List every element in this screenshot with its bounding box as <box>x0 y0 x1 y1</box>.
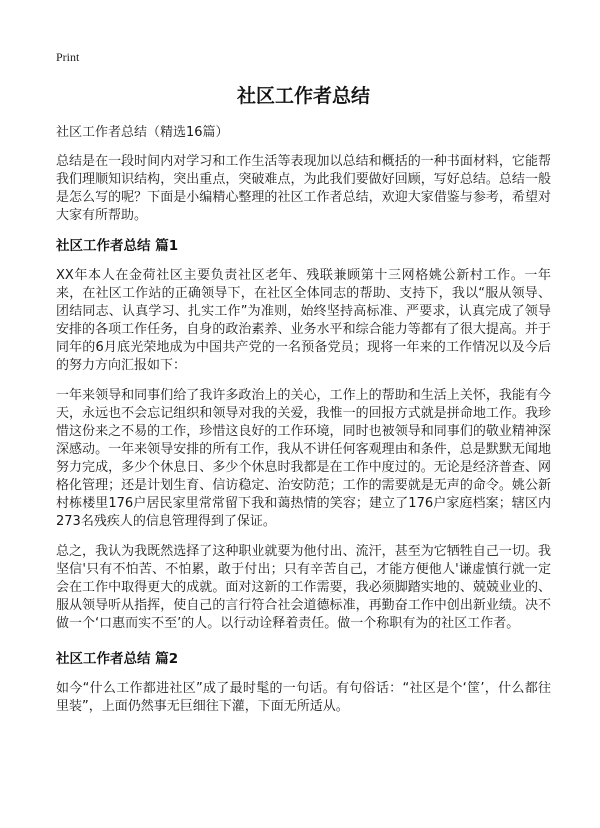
section-1-paragraph-2: 一年来领导和同事们给了我许多政治上的关心，工作上的帮助和生活上关怀，我能有今天，永远也不会忘记组织和领导对我的关爱，我惟一的回报方式就是拼命地工作。我珍惜这份来之不易的工作，珍惜这良好的工作环境，同时也被领导和同事们的敬业精神深深感动。一年来领导安排的所有工作，我从不讲任何客观理由和条件，总是默默无闻地努力完成，多少个休息日、多少个休息时我都是在工作中度过的。无论是经济普查、网格化管理；还是计划生育、信访稳定、治安防范；工作的需要就是无声的命令。姚公新村栋楼里176户居民家里常常留下我和蔼热情的笑容；建立了176户家庭档案；辖区内273名残疾人的信息管理得到了保证。 <box>56 388 551 529</box>
print-link[interactable]: Print <box>56 50 80 64</box>
section-2-paragraph-1: 如今“什么工作都进社区”成了最时髦的一句话。有句俗话：“社区是个‘筐’，什么都往里装”，上面仍然事无巨细往下灌，下面无所适从。 <box>56 681 551 714</box>
section-1-paragraph-3: 总之，我认为我既然选择了这种职业就要为他付出、流汗，甚至为它牺牲自己一切。我坚信'只有不怕苦、不怕累，敢于付出；只有辛苦自己，才能方便他人'谦虚慎行就一定会在工作中取得更大的成就。面对这新的工作需要，我必须脚踏实地的、兢兢业业的、服从领导听从指挥，使自己的言行符合社会道德标准，再勤奋工作中创出新业绩。决不做一个‘口惠而实不至’的人。以行动诠释着责任。做一个称职有为的社区工作者。 <box>56 544 551 631</box>
intro-paragraph: 总结是在一段时间内对学习和工作生活等表现加以总结和概括的一种书面材料，它能帮我们理顺知识结构，突出重点，突破难点，为此我们要做好回顾，写好总结。总结一般是怎么写的呢？下面是小编精心整理的社区工作者总结，欢迎大家借鉴与参考，希望对大家有所帮助。 <box>56 154 551 223</box>
section-heading-2: 社区工作者总结 篇2 <box>56 651 179 667</box>
section-1-paragraph-1: XX年本人在金荷社区主要负责社区老年、残联兼顾第十三网格姚公新村工作。一年来，在社区工作站的正确领导下，在社区全体同志的帮助、支持下，我以“服从领导、团结同志、认真学习、扎实工作”为准则，始终坚持高标准、严要求，认真完成了领导安排的各项工作任务，自身的政治素养、业务水平和综合能力等都有了很大提高。并于同年的6月底光荣地成为中国共产党的一名预备党员；现将一年来的工作情况以及今后的努力方向汇报如下： <box>56 268 551 373</box>
page-title: 社区工作者总结 <box>236 85 370 107</box>
section-heading-1: 社区工作者总结 篇1 <box>56 238 179 254</box>
document-subtitle: 社区工作者总结（精选16篇） <box>56 125 229 140</box>
